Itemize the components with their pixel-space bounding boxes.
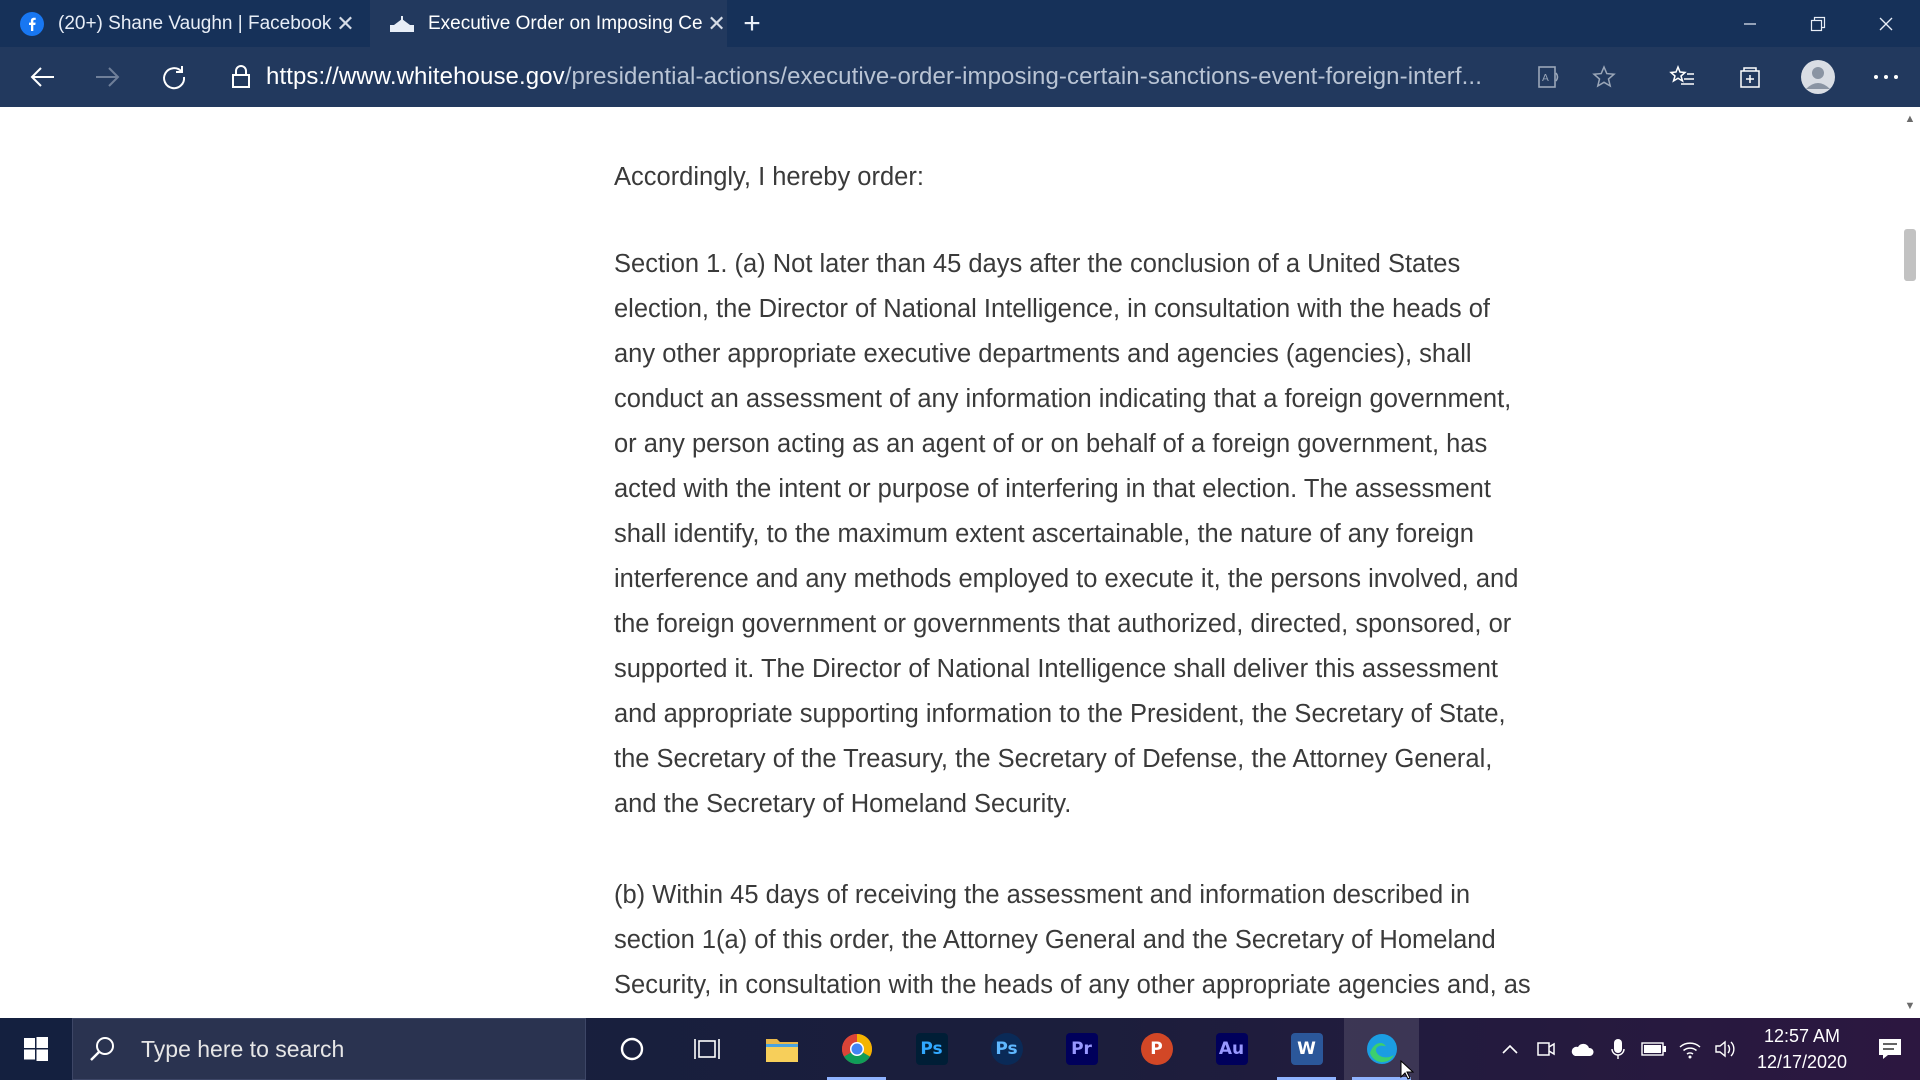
app-running-indicator [827,1077,886,1080]
premiere-pro-icon[interactable] [1044,1018,1119,1080]
scrollbar-thumb[interactable] [1904,229,1916,281]
minimize-icon[interactable] [1716,0,1784,47]
refresh-icon[interactable] [144,51,204,103]
vertical-scrollbar[interactable] [1900,107,1920,1018]
scroll-up-icon[interactable]: ▲ [1904,113,1916,125]
mouse-cursor-icon [1400,1060,1416,1085]
taskbar-search-box[interactable] [72,1018,586,1080]
restore-icon[interactable] [1784,0,1852,47]
close-tab-icon[interactable]: ✕ [336,10,355,36]
task-view-icon[interactable] [669,1018,744,1080]
tab-strip [0,0,1920,47]
url-text[interactable] [266,63,1521,91]
url-host: www.whitehouse.gov [338,63,565,90]
paragraph-section-1b: (b) Within 45 days of receiving the assessment and information described in section 1(a) of this order, the Attorney General and the Secretary of Homeland Security, in consultation with the heads of any other appropriate agencies and, as [614,881,1531,999]
profile-avatar-icon[interactable] [1784,51,1852,103]
audition-icon[interactable] [1194,1018,1269,1080]
volume-icon[interactable] [1708,1018,1744,1080]
premiere-label: Pr [1066,1033,1098,1065]
word-label: W [1291,1033,1323,1065]
battery-icon[interactable] [1636,1018,1672,1080]
close-tab-icon[interactable]: ✕ [707,10,726,36]
photoshop-elements-label: Ps [991,1033,1023,1065]
file-explorer-icon[interactable] [744,1018,819,1080]
chrome-icon[interactable] [819,1018,894,1080]
notifications-icon[interactable] [1860,1018,1920,1080]
forward-icon[interactable] [78,51,138,103]
windows-taskbar [0,1018,1920,1080]
address-bar[interactable] [216,53,1631,101]
word-icon[interactable] [1269,1018,1344,1080]
whitehouse-icon [390,12,414,36]
tab-facebook[interactable] [0,0,370,47]
browser-toolbar [0,47,1920,107]
url-path: /presidential-actions/executive-order-imposing-certain-sanctions-event-foreign-interf... [564,63,1482,90]
onedrive-icon[interactable] [1564,1018,1600,1080]
facebook-icon [20,12,44,36]
collections-icon[interactable] [1716,51,1784,103]
taskbar-apps [594,1018,1419,1080]
microphone-icon[interactable] [1600,1018,1636,1080]
show-hidden-icons-icon[interactable] [1492,1018,1528,1080]
lock-icon[interactable] [216,65,266,89]
app-running-indicator [1277,1077,1336,1080]
search-placeholder: Type here to search [141,1035,345,1062]
tab-executive-order[interactable] [370,0,727,47]
favorite-star-icon[interactable] [1576,65,1631,89]
close-window-icon[interactable] [1852,0,1920,47]
tab-title: (20+) Shane Vaughn | Facebook [58,12,332,34]
audition-label: Au [1216,1033,1248,1065]
photoshop-label: Ps [916,1033,948,1065]
meet-now-icon[interactable] [1528,1018,1564,1080]
back-icon[interactable] [12,51,72,103]
svg-text:A: A [1541,73,1549,84]
toolbar-right [1648,47,1920,107]
favorites-icon[interactable] [1648,51,1716,103]
photoshop-elements-icon[interactable] [969,1018,1044,1080]
page-content [0,107,1900,1018]
windows-start-icon[interactable] [0,1018,72,1080]
window-controls [1716,0,1920,47]
cortana-icon[interactable] [594,1018,669,1080]
tab-title: Executive Order on Imposing Ce [428,12,703,34]
url-scheme: https:// [266,63,339,90]
powerpoint-icon[interactable] [1119,1018,1194,1080]
paragraph-section-1a: Section 1. (a) Not later than 45 days after the conclusion of a United States election, the Director of National Intelligence, in consultation with the heads of any other appropriate executive departments and agencies (agencies), shall conduct an assessment of any information indicating that a foreign government, or any person acting as an agent of or on behalf of a foreign government, has acted with the intent or purpose of interfering in that election. The assessment shall identify, to the maximum extent ascertainable, the nature of any foreign interference and any methods employed to execute it, the persons involved, and the foreign government or governments that authorized, directed, sponsored, or supported it. The Director of National Intelligence shall deliver this assessment and appropriate supporting information to the President, the Secretary of State, the Secretary of the Treasury, the Secretary of Defense, the Attorney General, and the Secretary of Homeland Security. [614,250,1519,818]
clock-time: 12:57 AM [1763,1026,1841,1046]
more-menu-icon[interactable] [1852,51,1920,103]
system-tray [1492,1018,1920,1080]
photoshop-icon[interactable] [894,1018,969,1080]
powerpoint-label: P [1141,1033,1173,1065]
wifi-icon[interactable] [1672,1018,1708,1080]
new-tab-button[interactable]: + [743,6,761,40]
paragraph-lead: Accordingly, I hereby order: [614,163,924,191]
taskbar-clock[interactable] [1744,1023,1860,1075]
clock-date: 12/17/2020 [1756,1052,1848,1072]
search-icon [89,1035,129,1063]
read-aloud-icon[interactable] [1521,65,1576,89]
scroll-down-icon[interactable]: ▼ [1904,1000,1916,1012]
